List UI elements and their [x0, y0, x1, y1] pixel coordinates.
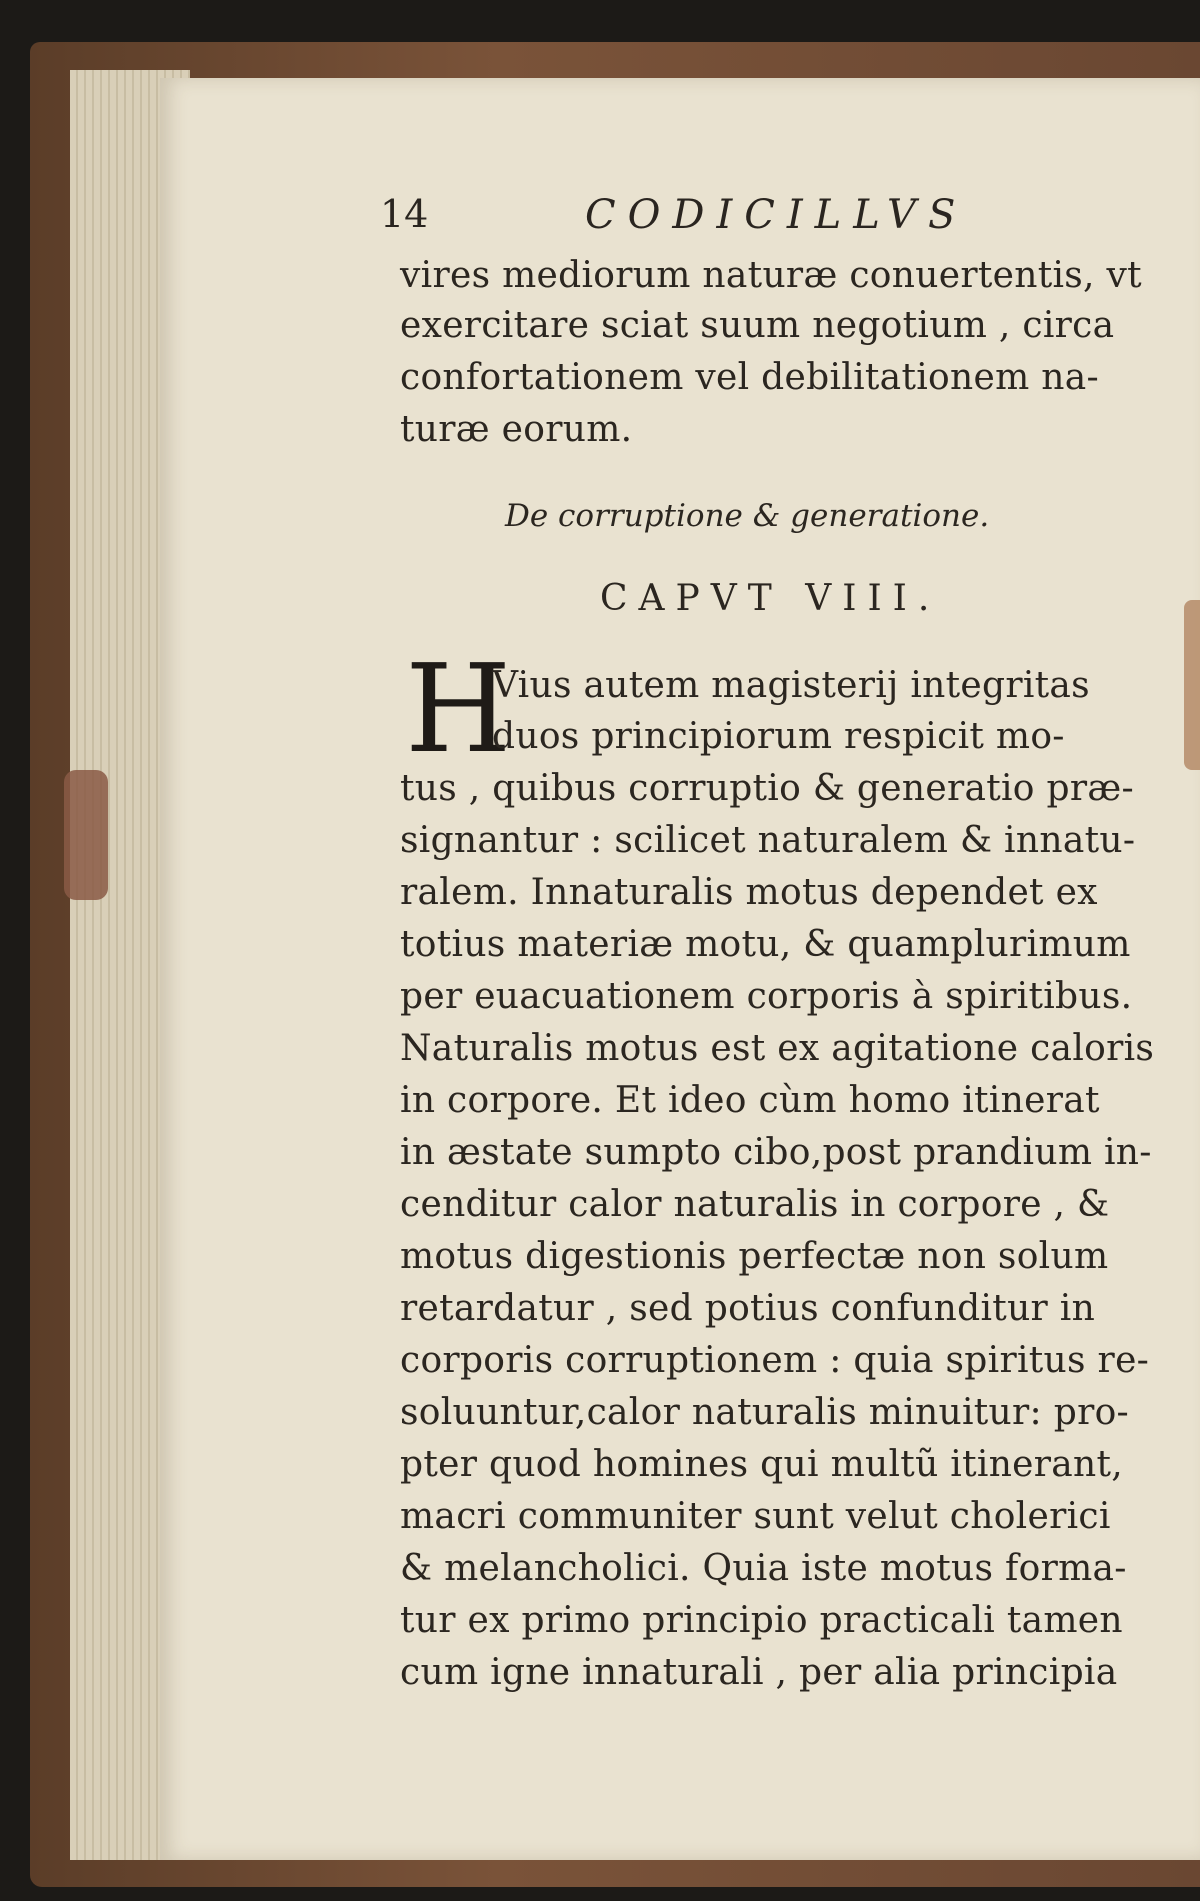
body-line: pter quod homines qui multũ itinerant, [400, 1444, 1124, 1485]
body-line: soluuntur,calor naturalis minuitur: pro- [400, 1392, 1130, 1433]
body-line: ralem. Innaturalis motus dependet ex [400, 872, 1098, 913]
body-line: corporis corruptionem : quia spiritus re- [400, 1340, 1150, 1381]
body-line: macri communiter sunt velut cholerici [400, 1496, 1111, 1537]
body-line: totius materiæ motu, & quamplurimum [400, 924, 1131, 965]
intro-line: exercitare sciat suum negotium , circa [400, 305, 1115, 346]
body-line: in æstate sumpto cibo,post prandium in- [400, 1132, 1152, 1173]
intro-line: confortationem vel debilitationem na- [400, 357, 1099, 398]
body-line: duos principiorum respicit mo- [492, 716, 1065, 757]
intro-line: vires mediorum naturæ conuertentis, vt [400, 255, 1142, 296]
page-header [380, 192, 1080, 248]
body-line: tur ex primo principio practicali tamen [400, 1600, 1123, 1641]
chapter-heading: CAPVT VIII. [600, 578, 941, 619]
section-title: De corruptione & generatione. [505, 498, 990, 534]
body-line: cenditur calor naturalis in corpore , & [400, 1184, 1110, 1225]
body-line: retardatur , sed potius confunditur in [400, 1288, 1096, 1329]
body-line: motus digestionis perfectæ non solum [400, 1236, 1109, 1277]
body-line: per euacuationem corporis à spiritibus. [400, 976, 1133, 1017]
body-line: cum igne innaturali , per alia principia [400, 1652, 1118, 1693]
running-head: CODICILLVS [585, 192, 968, 238]
page-number: 14 [380, 192, 429, 236]
body-line: signantur : scilicet naturalem & innatu- [400, 820, 1136, 861]
body-line: tus , quibus corruptio & generatio præ- [400, 768, 1134, 809]
body-line: Vius autem magisterij integritas [492, 665, 1090, 706]
page-stain [64, 770, 108, 900]
body-line: & melancholici. Quia iste motus forma- [400, 1548, 1127, 1589]
body-line: in corpore. Et ideo cùm homo itinerat [400, 1080, 1100, 1121]
intro-line: turæ eorum. [400, 409, 633, 450]
body-line: Naturalis motus est ex agitatione caloris [400, 1028, 1155, 1069]
drop-cap: H [405, 638, 512, 780]
